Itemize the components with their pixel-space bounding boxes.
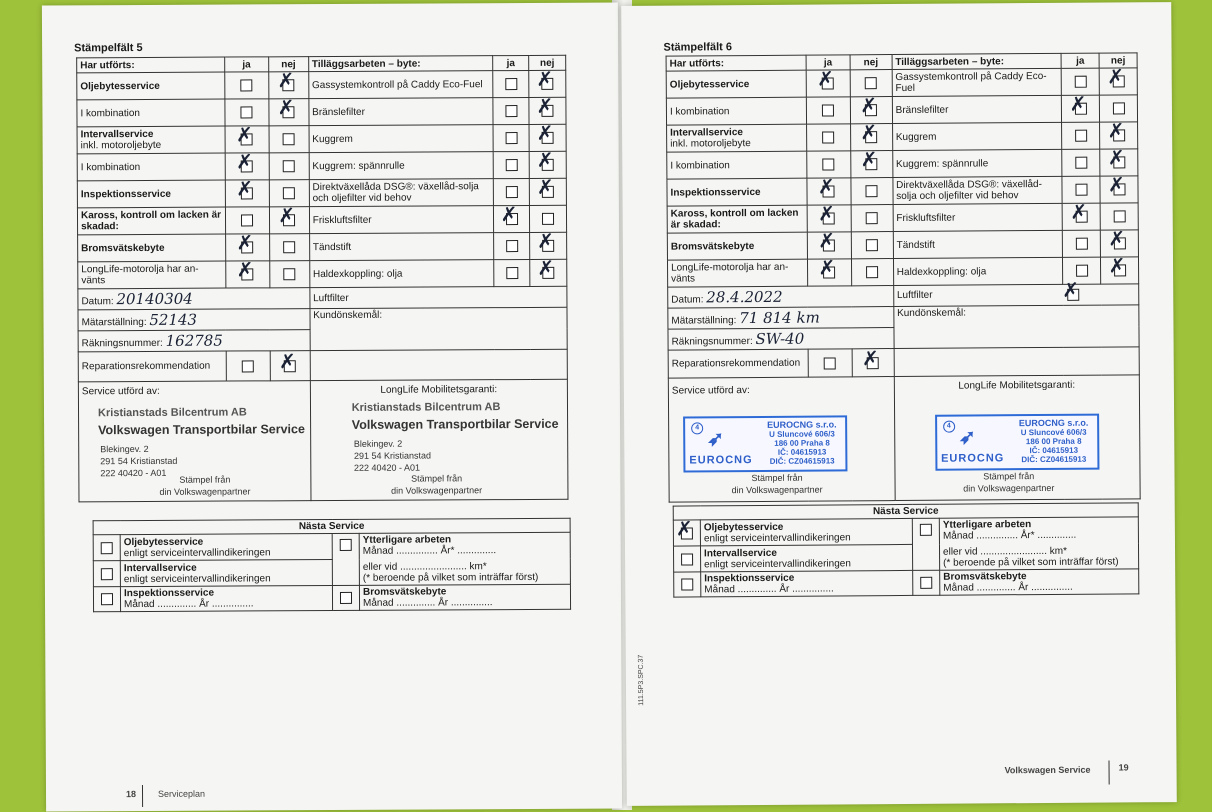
nej-checkbox[interactable] <box>536 174 554 199</box>
dealer-name: Kristianstads Bilcentrum AB <box>97 406 247 420</box>
service-row <box>667 149 1138 179</box>
next-oil-checkbox[interactable] <box>675 515 693 541</box>
nej-checkbox[interactable] <box>537 255 555 280</box>
next-service-table: Nästa Service ✗ Oljebytesservice enligt serviceintervallindikeringen Ytterligare arbeten Månad ............... År* .............. eller vid ........................ km* (* beroende på vilket som inträffar först) Intervallservice enligt serviceintervallindikeringen Inspektionsservice Månad .............. År ............... Bromsvätskebyte Månad .............. År ............... <box>673 502 1140 597</box>
nej-checkbox[interactable] <box>283 133 295 145</box>
check-mark-icon: ✗ <box>537 255 555 280</box>
check-mark-icon: ✗ <box>817 66 834 91</box>
ja-header: ja <box>225 57 269 72</box>
handwritten-mileage: 71 814 km <box>739 308 820 328</box>
additional-work-label: Kuggrem: spännrulle <box>309 152 494 180</box>
additional-work-label: Kuggrem: spännrulle <box>892 149 1062 177</box>
ja-checkbox[interactable] <box>506 240 518 252</box>
ja-header: ja <box>493 55 529 70</box>
right-page <box>621 2 1177 806</box>
service-row <box>77 178 566 208</box>
nej-checkbox[interactable] <box>536 147 554 172</box>
stamp-field-title: Stämpelfält 6 <box>663 41 733 54</box>
nej-checkbox[interactable] <box>536 93 554 118</box>
ja-checkbox[interactable] <box>505 78 517 90</box>
date-row: Datum: 28.4.2022 <box>668 286 894 309</box>
service-row <box>77 124 566 154</box>
ja-checkbox[interactable] <box>241 79 253 91</box>
ja-checkbox[interactable] <box>822 131 834 143</box>
next-oil-checkbox[interactable] <box>101 542 113 554</box>
repair-recommendation-label: Reparationsrekommendation <box>668 349 808 378</box>
page-number: 19 <box>1118 762 1129 773</box>
stamp-number-icon: 4 <box>691 422 703 434</box>
additional-work-label: Haldexkoppling: olja <box>309 260 494 288</box>
additional-work-label: Friskluftsfilter <box>309 206 494 234</box>
nej-checkbox[interactable] <box>536 120 554 145</box>
customer-wishes: Kundönskemål: <box>894 305 1140 349</box>
nej-checkbox[interactable] <box>1112 102 1124 114</box>
nej-checkbox[interactable] <box>1107 145 1125 170</box>
nej-checkbox[interactable] <box>1107 172 1125 197</box>
service-row <box>77 205 566 235</box>
check-mark-icon: ✗ <box>1070 199 1088 224</box>
service-label: Bromsvätskebyte <box>667 232 807 260</box>
ja-checkbox[interactable] <box>818 255 836 280</box>
service-by-cell <box>668 377 895 503</box>
additional-work-label: Direktväxellåda DSG®: växellåd-solja och oljefilter vid behov <box>893 176 1063 204</box>
service-label: Kaross, kontroll om lacken är skadad: <box>77 207 225 235</box>
check-mark-icon: ✗ <box>536 174 554 199</box>
service-row <box>667 122 1138 152</box>
additional-work-label: Haldexkoppling: olja <box>893 257 1063 285</box>
handwritten-invoice: SW-40 <box>755 329 805 349</box>
nej-checkbox[interactable] <box>860 147 878 172</box>
service-row <box>666 68 1137 98</box>
service-label: Bromsvätskebyte <box>78 234 226 262</box>
mileage-row: Mätarställning: 52143 <box>78 309 310 331</box>
check-mark-icon: ✗ <box>861 345 879 370</box>
nej-checkbox[interactable] <box>542 213 554 225</box>
additional-header: Tilläggsarbeten – byte: <box>308 56 493 72</box>
service-by-cell <box>78 381 310 502</box>
nej-checkbox[interactable] <box>1107 64 1125 89</box>
dealer-address: Blekingev. 2 291 54 Kristianstad 222 40420 - A01 <box>100 443 178 479</box>
check-mark-icon: ✗ <box>1107 118 1125 143</box>
additional-work-label: Kuggrem <box>309 125 494 153</box>
service-label: I kombination <box>667 151 807 179</box>
bird-logo-icon: ➶ <box>958 426 976 449</box>
stamp-caption: Stämpel från din Volkswagenpartner <box>159 474 251 497</box>
nej-checkbox[interactable] <box>866 212 878 224</box>
ja-checkbox[interactable] <box>822 104 834 116</box>
service-label: LongLife-motorolja har an-vänts <box>667 259 807 287</box>
check-mark-icon: ✗ <box>536 120 554 145</box>
service-row <box>667 176 1138 206</box>
service-label: Inspektionsservice <box>77 180 225 208</box>
invoice-row: Räkningsnummer: 162785 <box>78 330 310 352</box>
next-additional-checkbox[interactable] <box>920 524 932 536</box>
performed-header: Har utförts: <box>77 57 225 73</box>
repair-nej-checkbox[interactable] <box>278 348 296 373</box>
additional-work-label: Gassystemkontroll på Caddy Eco-Fuel <box>308 71 493 99</box>
nej-checkbox[interactable] <box>277 68 295 93</box>
next-inspection-checkbox[interactable] <box>101 593 113 605</box>
nej-checkbox[interactable] <box>283 160 295 172</box>
ja-checkbox[interactable] <box>241 214 253 226</box>
ja-checkbox[interactable] <box>1076 265 1088 277</box>
ja-checkbox[interactable] <box>236 257 254 282</box>
nej-checkbox[interactable] <box>1108 226 1126 251</box>
next-brake-checkbox[interactable] <box>340 592 352 604</box>
repair-ja-checkbox[interactable] <box>242 360 254 372</box>
check-mark-icon: ✗ <box>278 348 296 373</box>
check-mark-icon: ✗ <box>236 230 254 255</box>
check-mark-icon: ✗ <box>1062 277 1080 302</box>
ja-checkbox[interactable] <box>505 105 517 117</box>
next-brake-checkbox[interactable] <box>920 577 932 589</box>
nej-checkbox[interactable] <box>866 239 878 251</box>
service-row <box>77 151 566 181</box>
nej-checkbox[interactable] <box>283 268 295 280</box>
service-row <box>666 95 1137 125</box>
additional-work-label: Tändstift <box>309 233 494 261</box>
handwritten-date: 28.4.2022 <box>706 287 783 307</box>
stamp-address: EUROCNG s.r.o. U Sluncové 606/3 186 00 Praha 8 IČ: 04615913 DIČ: CZ04615913 <box>767 419 837 466</box>
service-row <box>78 259 567 289</box>
longlife-cell <box>894 375 1140 501</box>
check-mark-icon: ✗ <box>860 120 878 145</box>
service-row <box>667 203 1138 233</box>
handwritten-mileage: 52143 <box>149 310 198 329</box>
handwritten-date: 20140304 <box>116 289 193 309</box>
service-row <box>667 230 1138 260</box>
service-row <box>78 232 567 262</box>
ja-checkbox[interactable] <box>500 202 518 227</box>
additional-work-label: Tändstift <box>893 230 1063 258</box>
nej-checkbox[interactable] <box>1113 210 1125 222</box>
bird-logo-icon: ➶ <box>707 428 725 451</box>
date-row: Datum: 20140304 <box>78 288 310 310</box>
stamp-field-title: Stämpelfält 5 <box>74 41 143 55</box>
stamp-address: EUROCNG s.r.o. U Sluncové 606/3 186 00 Praha 8 IČ: 04615913 DIČ: CZ04615913 <box>1018 417 1089 465</box>
check-mark-icon: ✗ <box>1107 64 1125 89</box>
ja-checkbox[interactable] <box>1075 184 1087 196</box>
check-mark-icon: ✗ <box>277 95 295 120</box>
check-mark-icon: ✗ <box>235 149 253 174</box>
service-label: I kombination <box>77 99 225 127</box>
air-filter-label: Luftfilter ✗ <box>893 284 1138 307</box>
stamp-brand: EUROCNG <box>689 454 753 467</box>
ja-checkbox[interactable] <box>818 228 836 253</box>
nej-checkbox[interactable] <box>866 266 878 278</box>
service-label: LongLife-motorolja har an-vänts <box>78 261 226 289</box>
check-mark-icon: ✗ <box>1107 145 1125 170</box>
repair-ja-checkbox[interactable] <box>824 357 836 369</box>
next-interval-checkbox[interactable] <box>681 553 693 565</box>
dealer-address: Blekingev. 2 291 54 Kristianstad 222 40420 - A01 <box>353 438 432 473</box>
nej-checkbox[interactable] <box>866 185 878 197</box>
dealer-name: Kristianstads Bilcentrum AB <box>351 401 501 414</box>
service-by-label: Service utförd av: <box>671 385 750 397</box>
repair-recommendation-label: Reparationsrekommendation <box>78 351 226 382</box>
check-mark-icon: ✗ <box>236 257 254 282</box>
check-mark-icon: ✗ <box>500 202 518 227</box>
check-mark-icon: ✗ <box>860 93 878 118</box>
service-label: Oljebytesservice <box>77 72 225 100</box>
air-filter-label: Luftfilter <box>310 286 567 308</box>
longlife-cell <box>310 379 568 500</box>
ja-checkbox[interactable] <box>505 132 517 144</box>
ja-checkbox[interactable] <box>505 186 517 198</box>
check-mark-icon: ✗ <box>278 203 296 228</box>
mileage-row: Mätarställning: 71 814 km <box>668 307 894 330</box>
nej-checkbox[interactable] <box>865 77 877 89</box>
check-mark-icon: ✗ <box>860 147 878 172</box>
left-page <box>42 2 622 811</box>
additional-work-label: Kuggrem <box>892 122 1062 150</box>
check-mark-icon: ✗ <box>818 255 836 280</box>
next-service-title: Nästa Service <box>93 518 570 534</box>
nej-checkbox[interactable] <box>537 228 554 253</box>
additional-work-label: Friskluftsfilter <box>893 203 1063 231</box>
next-interval-checkbox[interactable] <box>101 568 113 580</box>
stamp-field-table: Har utförts: ja nej Tilläggsarbeten – byte: ja nej Oljebytesservice ✗ Gassystemkontroll på Caddy Eco-Fuel ✗ I kombination ✗ Bränslefilter ✗ Intervallservice inkl. motoroljebyte ✗ Kuggrem ✗ I kombination ✗ Kuggrem: spännrulle ✗ Inspektionsservice ✗ Direktväxellåda DSG®: växellåd-solja och oljefilter vid behov ✗ Kaross, kontroll om lacken är skadad: ✗ Friskluftsfilter ✗ Bromsvätskebyte ✗ Tändstift ✗ LongLife-motorolja har an-vänts ✗ Haldexkoppling: olja ✗ Datum: 28.4.2022 Luftfilter ✗ Mätarställning: 71 814 km Kundönskemål: Räkningsnummer: SW-40 Reparationsrekommendation ✗ Service utförd av: 4 ➶ EUROCNG EUROCNG s.r.o. U Sluncové 606/3 186 00 Praha 8 IČ: 04615913 DIČ: CZ04615913 Stämpel från din Volkswagenpartner LongLife Mobilitetsgaranti: 4 ➶ EUROCNG EUROCNG s.r.o. U Sluncové 606/3 186 00 Praha 8 IČ: 04615913 DIČ: CZ04615913 Stämpel från din Volkswagenpartner <box>666 52 1141 502</box>
ja-checkbox[interactable] <box>505 159 517 171</box>
eurocng-stamp: 4 ➶ EUROCNG EUROCNG s.r.o. U Sluncové 606/3 186 00 Praha 8 IČ: 04615913 DIČ: CZ04615913 <box>935 414 1099 471</box>
nej-checkbox[interactable] <box>860 93 878 118</box>
additional-work-label: Bränslefilter <box>892 95 1062 123</box>
stamp-caption: Stämpel från din Volkswagenpartner <box>731 472 823 496</box>
service-label: I kombination <box>666 97 806 125</box>
ja-checkbox[interactable] <box>241 106 253 118</box>
ja-checkbox[interactable] <box>1074 76 1086 88</box>
service-label: Oljebytesservice <box>666 70 806 98</box>
performed-header: Har utförts: <box>666 55 806 71</box>
check-mark-icon: ✗ <box>277 68 295 93</box>
ja-checkbox[interactable] <box>506 267 518 279</box>
service-row <box>77 97 566 127</box>
check-mark-icon: ✗ <box>536 66 554 91</box>
nej-checkbox[interactable] <box>536 66 554 91</box>
additional-header: Tilläggsarbeten – byte: <box>892 53 1062 69</box>
vw-service-name: Volkswagen Transportbilar Service <box>351 416 559 432</box>
ja-checkbox[interactable] <box>1069 91 1087 116</box>
check-mark-icon: ✗ <box>1108 253 1126 278</box>
next-additional-checkbox[interactable] <box>340 539 352 551</box>
additional-work-label: Direktväxellåda DSG®: växellåd-solja och oljefilter vid behov <box>309 179 494 207</box>
check-mark-icon: ✗ <box>537 228 554 253</box>
next-service-table: Nästa Service Oljebytesservice enligt serviceintervallindikeringen Ytterligare arbeten Månad ............... År* .............. eller vid ........................ km* (* beroende på vilket som inträffar först) Intervallservice enligt serviceintervallindikeringen Inspektionsservice Månad .............. År ............... Bromsvätskebyte Månad .............. År ............... <box>93 518 571 613</box>
repair-nej-checkbox[interactable] <box>861 345 879 370</box>
check-mark-icon: ✗ <box>675 515 693 541</box>
check-mark-icon: ✗ <box>817 201 835 226</box>
ja-checkbox[interactable] <box>1075 130 1087 142</box>
nej-header: nej <box>529 55 566 70</box>
footer-divider <box>142 785 143 807</box>
nej-checkbox[interactable] <box>1107 118 1125 143</box>
longlife-label: LongLife Mobilitetsgaranti: <box>958 379 1076 392</box>
nej-checkbox[interactable] <box>1108 253 1126 278</box>
ja-checkbox[interactable] <box>235 122 253 147</box>
next-inspection-checkbox[interactable] <box>681 578 693 590</box>
service-row <box>77 70 566 100</box>
nej-header: nej <box>268 57 308 72</box>
ja-checkbox[interactable] <box>1075 238 1087 250</box>
nej-checkbox[interactable] <box>860 120 878 145</box>
longlife-label: LongLife Mobilitetsgaranti: <box>380 384 498 396</box>
additional-work-label: Bränslefilter <box>309 98 494 126</box>
ja-checkbox[interactable] <box>235 149 253 174</box>
nej-checkbox[interactable] <box>283 241 295 253</box>
vw-service-name: Volkswagen Transportbilar Service <box>98 422 305 438</box>
additional-work-label: Gassystemkontroll på Caddy Eco-Fuel <box>892 68 1062 96</box>
nej-checkbox[interactable] <box>278 203 296 228</box>
customer-wishes: Kundönskemål: <box>310 307 568 350</box>
nej-checkbox[interactable] <box>277 95 295 120</box>
ja-checkbox[interactable] <box>817 201 835 226</box>
service-by-label: Service utförd av: <box>81 385 160 398</box>
service-label: Intervallservice inkl. motoroljebyte <box>667 124 807 152</box>
check-mark-icon: ✗ <box>818 228 836 253</box>
check-mark-icon: ✗ <box>1069 91 1087 116</box>
check-mark-icon: ✗ <box>536 93 554 118</box>
ja-checkbox[interactable] <box>1070 199 1088 224</box>
ja-checkbox[interactable] <box>823 158 835 170</box>
handwritten-invoice: 162785 <box>165 331 223 350</box>
check-mark-icon: ✗ <box>1108 226 1126 251</box>
invoice-row: Räkningsnummer: SW-40 <box>668 328 894 351</box>
check-mark-icon: ✗ <box>1107 172 1125 197</box>
footer-label: Serviceplan <box>157 788 206 799</box>
service-label: Kaross, kontroll om lacken är skadad: <box>667 205 807 233</box>
service-label: I kombination <box>77 153 225 181</box>
service-label: Intervallservice inkl. motoroljebyte <box>77 126 225 154</box>
stamp-caption: Stämpel från din Volkswagenpartner <box>963 471 1055 494</box>
eurocng-stamp <box>683 415 847 472</box>
stamp-number-icon: 4 <box>943 421 955 433</box>
side-code: 111.5P3.SPC.37 <box>637 654 646 706</box>
ja-checkbox[interactable] <box>236 176 254 201</box>
nej-checkbox[interactable] <box>283 187 295 199</box>
stamp-field-table <box>76 55 568 503</box>
ja-checkbox[interactable] <box>1075 157 1087 169</box>
check-mark-icon: ✗ <box>236 176 254 201</box>
next-service-title: Nästa Service <box>673 503 1138 520</box>
check-mark-icon: ✗ <box>536 147 554 172</box>
footer-label: Volkswagen Service <box>1004 764 1091 776</box>
air-filter-checkbox[interactable] <box>1062 277 1080 302</box>
ja-checkbox[interactable] <box>236 230 254 255</box>
check-mark-icon: ✗ <box>235 122 253 147</box>
check-mark-icon: ✗ <box>817 174 835 199</box>
ja-checkbox[interactable] <box>817 66 834 91</box>
footer-divider <box>1108 761 1109 785</box>
page-number: 18 <box>125 789 137 800</box>
service-label: Inspektionsservice <box>667 178 807 206</box>
stamp-caption: Stämpel från din Volkswagenpartner <box>391 473 483 496</box>
ja-checkbox[interactable] <box>817 174 835 199</box>
